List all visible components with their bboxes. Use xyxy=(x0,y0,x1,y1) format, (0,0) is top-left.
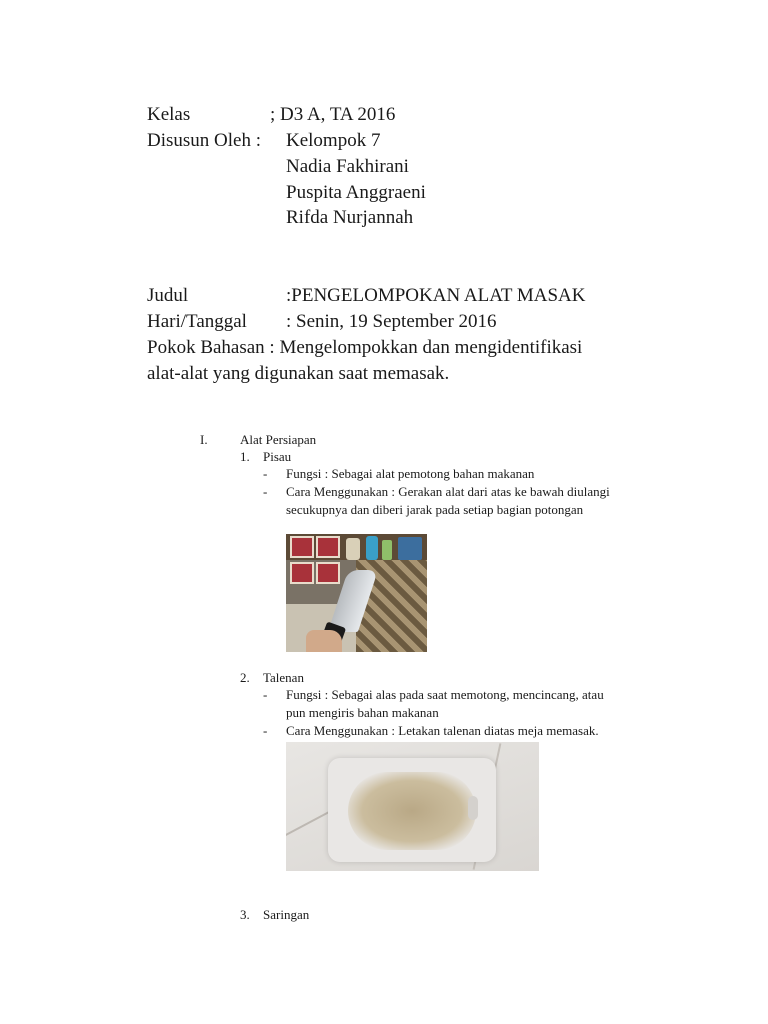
section-numeral: I. xyxy=(200,432,208,447)
bullet-dash: - xyxy=(263,723,268,738)
item-number: 3. xyxy=(240,907,250,922)
judul-label: Judul xyxy=(147,285,189,306)
cara-text: Cara Menggunakan : Gerakan alat dari atas ke bawah diulangi xyxy=(286,484,610,499)
member-name: Nadia Fakhirani xyxy=(286,156,409,177)
item-name: Pisau xyxy=(263,449,292,464)
disusun-label: Disusun Oleh : xyxy=(147,130,261,151)
bullet-dash: - xyxy=(263,484,268,499)
item-number: 2. xyxy=(240,670,250,685)
fungsi-text: Fungsi : Sebagai alat pemotong bahan makanan xyxy=(286,466,535,481)
pokok-bahasan-line: Pokok Bahasan : Mengelompokkan dan mengidentifikasi xyxy=(147,337,583,358)
cara-text: Cara Menggunakan : Letakan talenan diatas meja memasak. xyxy=(286,723,599,738)
section-title: Alat Persiapan xyxy=(240,432,317,447)
judul-value: :PENGELOMPOKAN ALAT MASAK xyxy=(286,285,586,306)
member-name: Rifda Nurjannah xyxy=(286,207,414,228)
pokok-bahasan-line: alat-alat yang digunakan saat memasak. xyxy=(147,363,450,384)
item-name: Talenan xyxy=(263,670,304,685)
kelas-label: Kelas xyxy=(147,104,191,125)
kelas-value: ; D3 A, TA 2016 xyxy=(270,104,396,125)
knife-photo xyxy=(286,534,427,652)
bullet-dash: - xyxy=(263,466,268,481)
member-name: Puspita Anggraeni xyxy=(286,182,426,203)
bullet-dash: - xyxy=(263,687,268,702)
item-number: 1. xyxy=(240,449,250,464)
fungsi-text: pun mengiris bahan makanan xyxy=(286,705,439,720)
disusun-value: Kelompok 7 xyxy=(286,130,381,151)
cara-text: secukupnya dan diberi jarak pada setiap bagian potongan xyxy=(286,502,584,517)
hari-label: Hari/Tanggal xyxy=(147,311,247,332)
item-name: Saringan xyxy=(263,907,310,922)
fungsi-text: Fungsi : Sebagai alas pada saat memotong, mencincang, atau xyxy=(286,687,604,702)
hari-value: : Senin, 19 September 2016 xyxy=(286,311,497,332)
cutting-board-photo xyxy=(286,742,539,871)
